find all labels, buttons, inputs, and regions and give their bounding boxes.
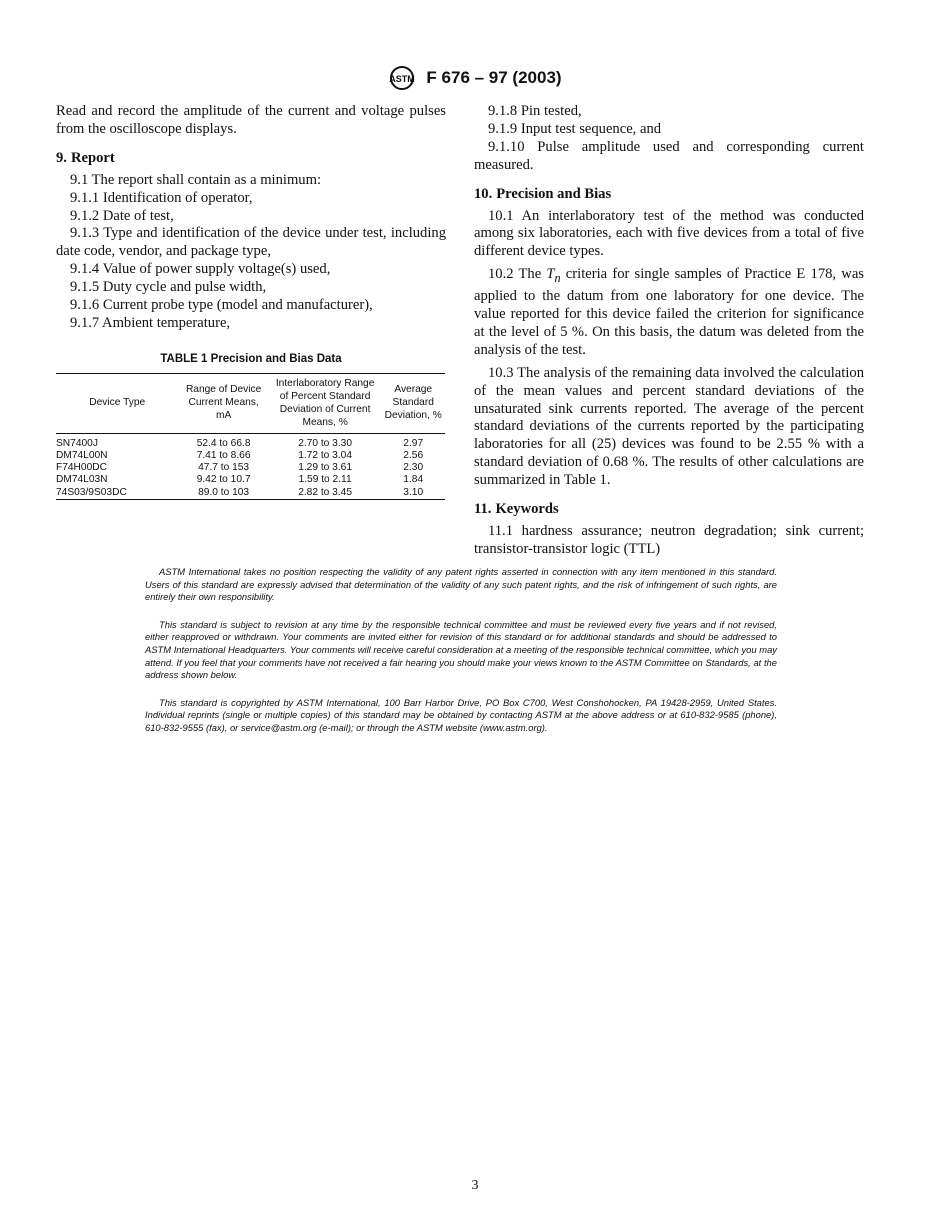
svg-text:ASTM: ASTM (389, 74, 416, 84)
section-9-heading: 9. Report (56, 149, 115, 166)
column-header-device-type: Device Type (89, 397, 146, 409)
list-item: 9.1.10 Pulse amplitude used and corresponding current measured. (474, 138, 864, 173)
legal-notices (145, 566, 777, 750)
table-header-row (56, 373, 445, 433)
cell-device: DM74L00N (56, 449, 108, 461)
table-row (56, 474, 445, 486)
cell-average: 2.56 (403, 449, 424, 461)
page-header (0, 66, 950, 92)
list-item: 9.1.9 Input test sequence, and (488, 120, 662, 137)
table-caption: TABLE 1 Precision and Bias Data (160, 352, 342, 365)
cell-interlab: 1.29 to 3.61 (298, 462, 353, 474)
section-11-heading: 11. Keywords (474, 501, 559, 518)
list-item: 9.1.7 Ambient temperature, (70, 314, 231, 331)
table-row (56, 450, 445, 462)
list-item: 9.1.6 Current probe type (model and manufacturer), (70, 297, 373, 314)
cell-average: 3.10 (403, 486, 424, 498)
document-designation: F 676 – 97 (2003) (426, 68, 562, 87)
cell-interlab: 1.72 to 3.04 (298, 449, 353, 461)
cell-average: 1.84 (403, 474, 424, 486)
table-row (56, 487, 445, 500)
cell-range: 89.0 to 103 (198, 486, 250, 498)
astm-logo-icon (388, 66, 416, 90)
paragraph-10-1: 10.1 An interlaboratory test of the method was conducted among six laboratories, each with five devices from a total of five different device types. (474, 207, 864, 260)
list-item: 9.1 The report shall contain as a minimum: (70, 171, 322, 188)
cell-range: 47.7 to 153 (198, 462, 250, 474)
table-row (56, 433, 445, 450)
table-row (56, 462, 445, 474)
left-column (56, 103, 446, 500)
column-header-interlab: Interlaboratory Range of Percent Standard Deviation of Current Means, % (275, 377, 375, 428)
paragraph-11-1: 11.1 hardness assurance; neutron degradation; sink current; transistor-transistor logic (TTL) (474, 522, 864, 557)
section-10-heading: 10. Precision and Bias (474, 185, 612, 202)
cell-range: 9.42 to 10.7 (196, 474, 251, 486)
cell-range: 52.4 to 66.8 (196, 437, 251, 449)
cell-range: 7.41 to 8.66 (196, 449, 251, 461)
cell-average: 2.30 (403, 462, 424, 474)
notice-patent: ASTM International takes no position respecting the validity of any patent rights asserted in connection with any item mentioned in this standard. Users of this standard are expressly advised that determination of the validity of any such patent rights, and the risk of infringement of such rights, are entirely their own responsibility. (145, 566, 777, 603)
page-number: 3 (471, 1178, 479, 1193)
list-item: 9.1.8 Pin tested, (488, 103, 582, 119)
cell-device: F74H00DC (56, 462, 107, 474)
right-column (474, 103, 864, 559)
precision-bias-table (56, 373, 445, 500)
cell-device: SN7400J (56, 437, 98, 449)
list-item: 9.1.3 Type and identification of the device under test, including date code, vendor, and package type, (56, 225, 446, 260)
precision-bias-table-block (56, 351, 446, 500)
paragraph-10-2: 10.2 The $T_n$ criteria for single samples of Practice E 178, was applied to the datum from one laboratory for one device. The value reported for this device failed the criterion for significance at the level of 5 %. On this basis, the datum was deleted from the analysis of the test. (474, 266, 864, 358)
list-item: 9.1.1 Identification of operator, (70, 189, 253, 206)
cell-device: 74S03/9S03DC (56, 486, 127, 498)
cell-interlab: 2.70 to 3.30 (298, 437, 353, 449)
cell-average: 2.97 (403, 437, 424, 449)
list-item: 9.1.4 Value of power supply voltage(s) used, (70, 261, 331, 278)
list-item: 9.1.5 Duty cycle and pulse width, (70, 279, 267, 296)
cell-interlab: 1.59 to 2.11 (298, 474, 352, 486)
paragraph-10-3: 10.3 The analysis of the remaining data involved the calculation of the mean values and percent standard deviations of the unsaturated sink currents reported. The average of the percent standard deviations of the currents reported by the participating laboratories for all (25) devices was found to be 2.55 % with a standard deviation of 0.68 %. The results of other calculations are summarized in Table 1. (474, 364, 864, 489)
tn-symbol: $T_n$ (546, 266, 561, 286)
intro-paragraph: Read and record the amplitude of the current and voltage pulses from the oscilloscope displays. (56, 103, 446, 137)
column-header-average: Average Standard Deviation, % (384, 384, 442, 422)
notice-copyright: This standard is copyrighted by ASTM International, 100 Barr Harbor Drive, PO Box C700, West Conshohocken, PA 19428-2959, United States. Individual reprints (single or multiple copies) of this standard may be obtained by contacting ASTM at the above address or at 610-832-9585 (phone), 610-832-9555 (fax), or service@astm.org (e-mail); or through the ASTM website (www.astm.org). (145, 696, 777, 733)
column-header-range: Range of Device Current Means, mA (185, 384, 262, 422)
cell-device: DM74L03N (56, 474, 108, 486)
list-item: 9.1.2 Date of test, (70, 207, 174, 224)
cell-interlab: 2.82 to 3.45 (298, 486, 353, 498)
notice-revision: This standard is subject to revision at any time by the responsible technical committee and must be reviewed every five years and if not revised, either reapproved or withdrawn. Your comments are invited either for revision of this standard or for additional standards and should be addressed to ASTM International Headquarters. Your comments will receive careful consideration at a meeting of the responsible technical committee, which you may attend. If you feel that your comments have not received a fair hearing you should make your views known to the ASTM Committee on Standards, at the address shown below. (145, 618, 777, 681)
